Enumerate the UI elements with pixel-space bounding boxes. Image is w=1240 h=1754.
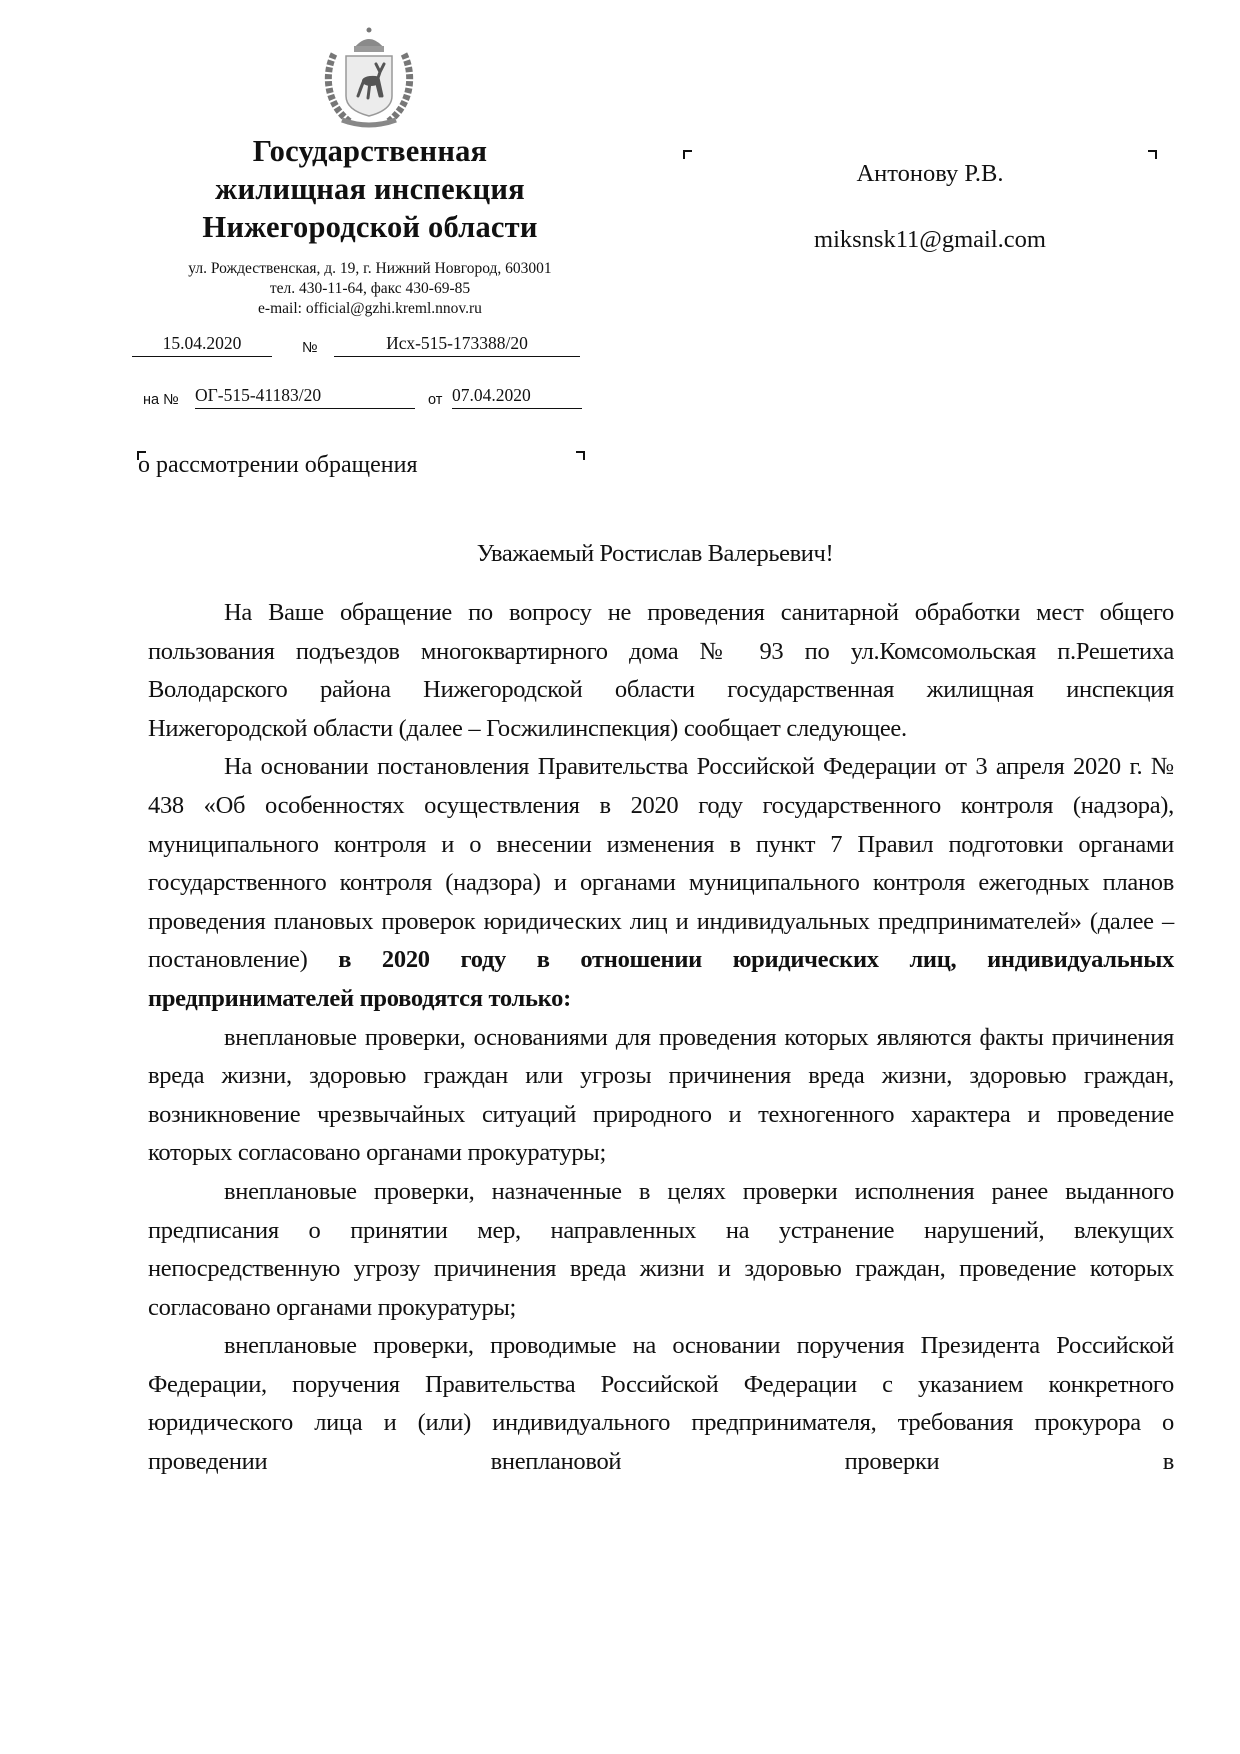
letter-subject: о рассмотрении обращения bbox=[138, 452, 418, 478]
corner-mark bbox=[683, 150, 692, 159]
number-label: № bbox=[302, 340, 318, 356]
letter-body bbox=[148, 594, 1174, 1482]
reference-number: ОГ-515-41183/20 bbox=[195, 384, 415, 409]
recipient-email: miksnsk11@gmail.com bbox=[814, 226, 1046, 253]
outgoing-number: Исх-515-173388/20 bbox=[334, 332, 580, 357]
organization-name-line: Государственная bbox=[252, 134, 488, 168]
body-paragraph: На Ваше обращение по вопросу не проведения санитарной обработки мест общего пользования подъездов многоквартирного дома № 93 по ул.Комсомольская п.Решетиха Володарского района Нижегородской области государственная жилищная инспекция Нижегородской области (далее – Госжилинспекция) сообщает следующее. bbox=[148, 599, 1174, 742]
reference-date: 07.04.2020 bbox=[452, 384, 582, 409]
organization-name bbox=[130, 132, 610, 246]
salutation: Уважаемый Ростислав Валерьевич! bbox=[476, 540, 834, 567]
body-paragraph: внеплановые проверки, назначенные в целях проверки исполнения ранее выданного предписания о принятии мер, направленных на устранение нарушений, влекущих непосредственную угрозу причинения вреда жизни и здоровью граждан, проведение которых согласовано органами прокуратуры; bbox=[148, 1177, 1174, 1321]
body-paragraph bbox=[148, 748, 1174, 1018]
body-text-bold: в 2020 году в отношении юридических лиц, индивидуальных предпринимателей проводятся только: bbox=[148, 946, 1174, 1012]
organization-name-line: жилищная инспекция bbox=[215, 172, 525, 206]
coat-of-arms-icon bbox=[320, 26, 418, 128]
reference-number-label: на № bbox=[143, 392, 179, 408]
organization-phone: тел. 430-11-64, факс 430-69-85 bbox=[269, 280, 471, 297]
organization-contacts bbox=[120, 259, 620, 319]
body-text: На основании постановления Правительства Российской Федерации от 3 апреля 2020 г. № 438 «Об особенностях осуществления в 2020 году государственного контроля (надзора), муниципального контроля и о внесении изменения в пункт 7 Правил подготовки органами государственного контроля (надзора) и органами муниципального контроля ежегодных планов проведения плановых проверок юридических лиц и индивидуальных предпринимателей» (далее – постановление) bbox=[148, 753, 1174, 974]
organization-address: ул. Рождественская, д. 19, г. Нижний Новгород, 603001 bbox=[188, 260, 552, 277]
corner-mark bbox=[1148, 150, 1157, 159]
reference-date-label: от bbox=[428, 392, 443, 408]
organization-name-line: Нижегородской области bbox=[202, 210, 538, 244]
body-paragraph: внеплановые проверки, проводимые на основании поручения Президента Российской Федерации, поручения Правительства Российской Федерации с указанием конкретного юридического лица и (или) индивидуального предпринимателя, требования прокурора о проведении внеплановой проверки в bbox=[148, 1332, 1174, 1476]
corner-mark bbox=[576, 451, 585, 460]
body-paragraph: внеплановые проверки, основаниями для проведения которых являются факты причинения вреда жизни, здоровью граждан или угрозы причинения вреда жизни, здоровью граждан, возникновение чрезвычайных ситуаций природного и техногенного характера и проведение которых согласовано органами прокуратуры; bbox=[148, 1023, 1174, 1167]
outgoing-date: 15.04.2020 bbox=[132, 332, 272, 357]
organization-email: e-mail: official@gzhi.kreml.nnov.ru bbox=[258, 300, 482, 317]
recipient-name: Антонову Р.В. bbox=[856, 160, 1004, 187]
